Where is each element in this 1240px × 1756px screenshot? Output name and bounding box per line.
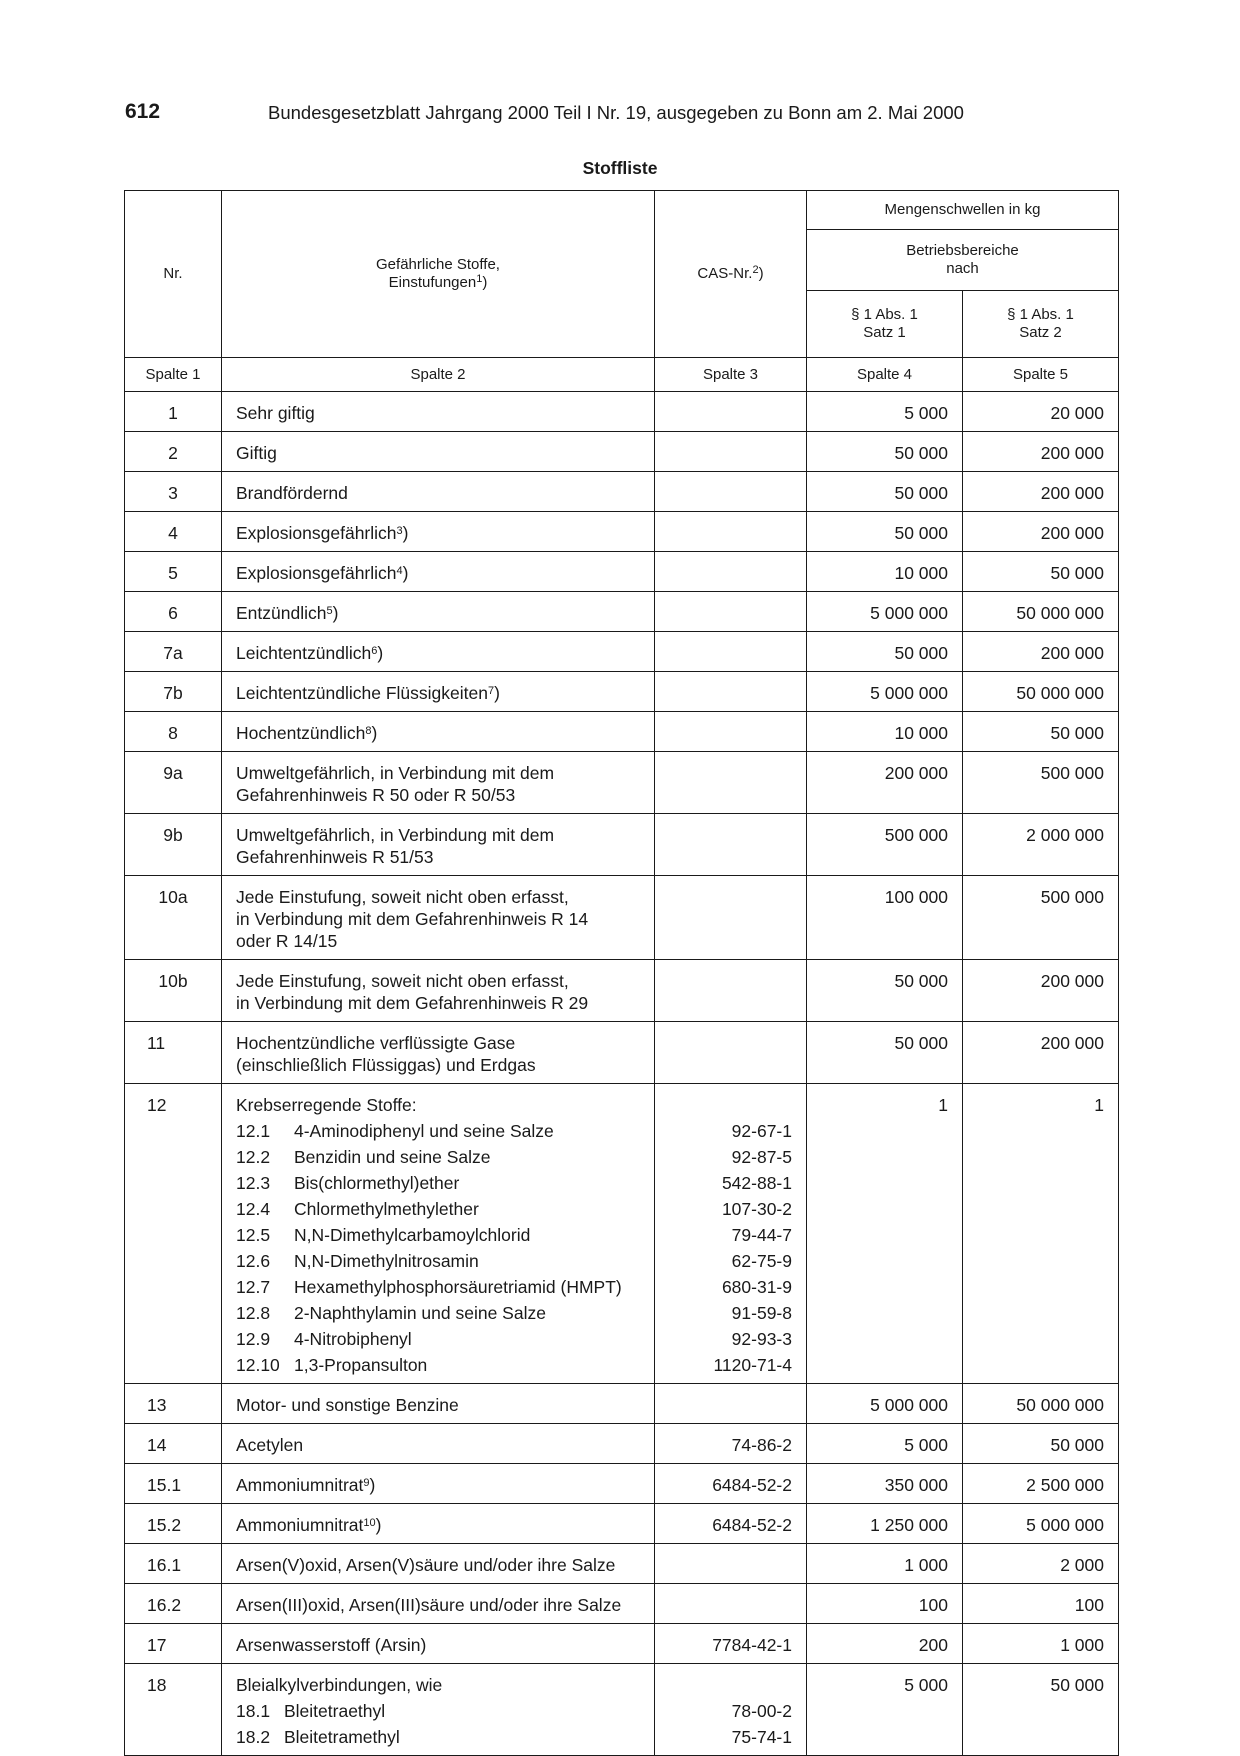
footnote-ref: 6 [371,645,378,657]
cell-nr: 7b [125,672,222,712]
header-stoffe: Gefährliche Stoffe, Einstufungen$^1$) [222,191,655,358]
cell-substance [222,472,655,512]
sub-substance-number: 12.10 [236,1355,280,1375]
cell-nr: 1 [125,392,222,432]
cell-threshold-col4: 5 000 [807,1664,963,1756]
sub-substance [236,1168,648,1194]
footnote-ref: 2 [752,264,759,276]
substance-line: Gefahrenhinweis R 50 oder R 50/53 [236,785,516,805]
cell-cas [655,752,807,814]
substance-name: Giftig [236,443,277,463]
cell-cas: 6484-52-2 [655,1464,807,1504]
cell-threshold-col5: 200 000 [963,960,1119,1022]
header-cas: CAS-Nr.$^2$) [655,191,807,358]
header-col4-line2: Satz 1 [863,324,906,341]
sub-substance-number: 12.3 [236,1173,271,1193]
footnote-ref: 3 [396,525,403,537]
cell-threshold-col4: 5 000 [807,1424,963,1464]
cas-number: 91-59-8 [731,1303,792,1323]
substance-name: Ammoniumnitrat [236,1515,364,1535]
table-row [125,1664,1119,1756]
cell-substance: Ammoniumnitrat$^{10}$) [222,1504,655,1544]
substance-line: Umweltgefährlich, in Verbindung mit dem [236,825,555,845]
cas-number: 92-93-3 [731,1329,792,1349]
sub-substance-number: 12.7 [236,1277,271,1297]
cell-substance [222,392,655,432]
footnote-ref: 7 [487,685,495,697]
cell-substance [222,1624,655,1664]
sub-substance-name: 1,3-Propansulton [294,1355,428,1375]
cell-substance [222,1584,655,1624]
table-row [125,472,1119,512]
cas-number: 79-44-7 [731,1225,792,1245]
sub-substance [236,1350,648,1376]
cas-number: 75-74-1 [731,1727,792,1747]
cell-nr: 16.1 [125,1544,222,1584]
cell-nr: 2 [125,432,222,472]
cell-substance: Leichtentzündlich$^6$) [222,632,655,672]
table-row [125,632,1119,672]
cas-number: 680-31-9 [721,1277,792,1297]
cas-number: 1120-71-4 [713,1355,792,1375]
sub-substance-name: Benzidin und seine Salze [294,1147,491,1167]
cell-cas [655,1022,807,1084]
cas-number: 62-75-9 [731,1251,792,1271]
header-mengenschwellen: Mengenschwellen in kg [807,191,1119,230]
cell-cas: 7784-42-1 [655,1624,807,1664]
cell-substance: Explosionsgefährlich$^4$) [222,552,655,592]
table-row [125,1624,1119,1664]
substance-line: in Verbindung mit dem Gefahrenhinweis R 14 [236,909,589,929]
cell-cas [655,814,807,876]
cell-nr: 14 [125,1424,222,1464]
sub-substance [236,1722,648,1748]
substance-name: Arsen(III)oxid, Arsen(III)säure und/oder ihre Salze [236,1595,622,1615]
cell-nr: 9b [125,814,222,876]
cell-nr: 9a [125,752,222,814]
cas-number: 542-88-1 [721,1173,792,1193]
cell-threshold-col5: 50 000 000 [963,1384,1119,1424]
table-row [125,512,1119,552]
cell-substance [222,1022,655,1084]
sub-substance-name: N,N-Dimethylcarbamoylchlorid [294,1225,531,1245]
substance-line: Gefahrenhinweis R 51/53 [236,847,434,867]
header-betrieb-line1: Betriebsbereiche [906,242,1019,259]
sub-substance-name: Bleitetramethyl [284,1727,400,1747]
cell-substance [222,1544,655,1584]
sub-substance [236,1220,648,1246]
cell-threshold-col4: 100 000 [807,876,963,960]
table-row [125,592,1119,632]
cell-threshold-col4: 200 [807,1624,963,1664]
cell-nr: 13 [125,1384,222,1424]
spalte-2-label: Spalte 2 [222,358,655,392]
cell-threshold-col5: 2 000 [963,1544,1119,1584]
cell-threshold-col4: 500 000 [807,814,963,876]
substance-line: Jede Einstufung, soweit nicht oben erfasst, [236,971,569,991]
header-betrieb-line2: nach [946,260,979,277]
sub-substance-number: 12.1 [236,1121,271,1141]
cell-threshold-col5: 50 000 [963,552,1119,592]
cell-threshold-col4: 5 000 000 [807,1384,963,1424]
table-row [125,552,1119,592]
substance-line: (einschließlich Flüssiggas) und Erdgas [236,1055,536,1075]
cell-substance [222,876,655,960]
cell-threshold-col4: 50 000 [807,632,963,672]
cell-threshold-col5: 200 000 [963,1022,1119,1084]
table-row [125,712,1119,752]
sub-substance [236,1324,648,1350]
cell-nr: 12 [125,1084,222,1384]
cell-threshold-col5: 500 000 [963,752,1119,814]
cell-threshold-col4: 5 000 000 [807,592,963,632]
substance-name: Ammoniumnitrat [236,1475,364,1495]
cell-nr: 17 [125,1624,222,1664]
cell-cas [655,512,807,552]
cell-cas [655,1384,807,1424]
sub-substance-name: Hexamethylphosphorsäuretriamid (HMPT) [294,1277,622,1297]
header-stoffe-line1: Gefährliche Stoffe, [376,256,500,273]
sub-substance-name: 4-Aminodiphenyl und seine Salze [294,1121,554,1141]
cas-number: 92-67-1 [731,1121,792,1141]
cell-substance [222,752,655,814]
substance-name: Krebserregende Stoffe: [236,1095,417,1115]
cell-cas [655,552,807,592]
cas-number: 78-00-2 [731,1701,792,1721]
cell-threshold-col5: 50 000 000 [963,592,1119,632]
cell-cas [655,960,807,1022]
cell-cas [655,472,807,512]
sub-substance-number: 18.1 [236,1701,271,1721]
table-row [125,1504,1119,1544]
footnote-ref: 1 [476,273,483,285]
cell-threshold-col4: 350 000 [807,1464,963,1504]
sub-substance [236,1272,648,1298]
cell-threshold-col5: 20 000 [963,392,1119,432]
cell-cas [655,672,807,712]
table-body [125,392,1119,1756]
substance-name: Leichtentzündlich [236,643,372,663]
cell-nr: 15.1 [125,1464,222,1504]
table-row [125,392,1119,432]
substance-line: in Verbindung mit dem Gefahrenhinweis R 29 [236,993,589,1013]
substance-name: Entzündlich [236,603,327,623]
footnote-ref: 9 [363,1477,370,1489]
cell-substance: Hochentzündlich$^8$) [222,712,655,752]
cell-nr: 10a [125,876,222,960]
cell-threshold-col4: 50 000 [807,960,963,1022]
substance-name: Acetylen [236,1435,304,1455]
cell-threshold-col5: 1 000 [963,1624,1119,1664]
sub-substance-number: 12.2 [236,1147,271,1167]
cell-threshold-col5: 5 000 000 [963,1504,1119,1544]
footnote-ref: 4 [396,565,403,577]
spalte-1-label: Spalte 1 [125,358,222,392]
cell-threshold-col5: 500 000 [963,876,1119,960]
cell-threshold-col4: 50 000 [807,472,963,512]
table-row [125,1424,1119,1464]
cell-nr: 10b [125,960,222,1022]
cell-nr: 3 [125,472,222,512]
cell-threshold-col5: 50 000 [963,712,1119,752]
footnote-ref: 8 [365,725,372,737]
cell-substance: Explosionsgefährlich$^3$) [222,512,655,552]
table-row [125,1584,1119,1624]
substance-line: Hochentzündliche verflüssigte Gase [236,1033,516,1053]
cell-nr: 16.2 [125,1584,222,1624]
cell-threshold-col4: 5 000 000 [807,672,963,712]
sub-substance-name: Bleitetraethyl [284,1701,386,1721]
table-row [125,1464,1119,1504]
substance-name: Sehr giftig [236,403,315,423]
header-betriebsbereiche [807,230,1119,291]
substance-name: Motor- und sonstige Benzine [236,1395,459,1415]
footnote-ref: 5 [326,605,333,617]
sub-substance [236,1298,648,1324]
table-title: Stoffliste [582,158,658,178]
sub-substance-name: Bis(chlormethyl)ether [294,1173,460,1193]
cell-threshold-col5: 100 [963,1584,1119,1624]
cell-cas [655,592,807,632]
sub-substance [236,1194,648,1220]
cell-threshold-col5: 50 000 [963,1664,1119,1756]
sub-substance-number: 18.2 [236,1727,271,1747]
cell-nr: 5 [125,552,222,592]
substance-name: Explosionsgefährlich [236,523,397,543]
cell-substance [222,1664,655,1756]
sub-substance-number: 12.4 [236,1199,271,1219]
header-col5-line1: § 1 Abs. 1 [1007,306,1074,323]
cell-cas [655,432,807,472]
substance-name: Explosionsgefährlich [236,563,397,583]
sub-substance [236,1696,648,1722]
cell-threshold-col4: 1 [807,1084,963,1384]
cell-threshold-col5: 2 500 000 [963,1464,1119,1504]
cell-threshold-col4: 50 000 [807,1022,963,1084]
table-row [125,752,1119,814]
cell-cas [655,1084,807,1384]
sub-substance-number: 12.8 [236,1303,271,1323]
sub-substance-number: 12.5 [236,1225,271,1245]
cell-cas [655,392,807,432]
header-col4 [807,291,963,358]
cell-threshold-col5: 200 000 [963,632,1119,672]
table-row [125,432,1119,472]
table-row [125,1022,1119,1084]
cell-substance [222,1084,655,1384]
spalte-5-label: Spalte 5 [963,358,1119,392]
table-row [125,1084,1119,1384]
substance-name: Leichtentzündliche Flüssigkeiten [236,683,488,703]
substance-line: Umweltgefährlich, in Verbindung mit dem [236,763,555,783]
cas-number: 92-87-5 [731,1147,792,1167]
substance-name: Arsen(V)oxid, Arsen(V)säure und/oder ihre Salze [236,1555,616,1575]
cell-threshold-col5: 50 000 [963,1424,1119,1464]
cell-threshold-col5: 200 000 [963,472,1119,512]
table-row [125,1384,1119,1424]
substance-name: Hochentzündlich [236,723,366,743]
cell-substance: Leichtentzündliche Flüssigkeiten$^7$) [222,672,655,712]
table-row [125,814,1119,876]
substance-name: Arsenwasserstoff (Arsin) [236,1635,427,1655]
cell-substance: Entzündlich$^5$) [222,592,655,632]
sub-substance [236,1116,648,1142]
cell-cas [655,1584,807,1624]
header-col4-line1: § 1 Abs. 1 [851,306,918,323]
cell-threshold-col4: 1 000 [807,1544,963,1584]
substance-name: Bleialkylverbindungen, wie [236,1675,443,1695]
sub-substance-name: 2-Naphthylamin und seine Salze [294,1303,546,1323]
header-cas-label: CAS-Nr. [697,265,753,282]
cell-threshold-col4: 1 250 000 [807,1504,963,1544]
cell-nr: 7a [125,632,222,672]
running-head: Bundesgesetzblatt Jahrgang 2000 Teil I Nr. 19, ausgegeben zu Bonn am 2. Mai 2000 [268,102,964,123]
sub-substance [236,1142,648,1168]
table-header [125,191,1119,392]
cell-threshold-col4: 10 000 [807,552,963,592]
sub-substance-name: N,N-Dimethylnitrosamin [294,1251,479,1271]
cell-threshold-col4: 10 000 [807,712,963,752]
cell-substance [222,814,655,876]
cell-substance [222,432,655,472]
sub-substance-name: 4-Nitrobiphenyl [294,1329,412,1349]
cas-spacer [655,1674,792,1696]
header-col5 [963,291,1119,358]
cell-threshold-col5: 1 [963,1084,1119,1384]
table-row [125,1544,1119,1584]
substance-line: oder R 14/15 [236,931,338,951]
table-row [125,876,1119,960]
cas-spacer [655,1094,792,1116]
header-stoffe-line2: Einstufungen [388,274,477,291]
spalte-3-label: Spalte 3 [655,358,807,392]
substance-table [124,190,1119,1756]
footnote-ref: 10 [363,1517,376,1529]
cell-threshold-col4: 5 000 [807,392,963,432]
sub-substance [236,1246,648,1272]
cell-nr: 8 [125,712,222,752]
cell-nr: 15.2 [125,1504,222,1544]
cas-number: 107-30-2 [721,1199,792,1219]
page-number: 612 [125,100,161,123]
cell-substance [222,1384,655,1424]
cell-cas [655,1544,807,1584]
substance-line: Jede Einstufung, soweit nicht oben erfasst, [236,887,569,907]
cell-substance [222,960,655,1022]
cell-threshold-col4: 100 [807,1584,963,1624]
cell-threshold-col4: 50 000 [807,432,963,472]
cell-substance: Ammoniumnitrat$^9$) [222,1464,655,1504]
cell-cas [655,876,807,960]
sub-substance-number: 12.9 [236,1329,271,1349]
table-row [125,672,1119,712]
table-row [125,960,1119,1022]
header-nr: Nr. [125,191,222,358]
cell-nr: 18 [125,1664,222,1756]
cell-nr: 11 [125,1022,222,1084]
cell-threshold-col4: 50 000 [807,512,963,552]
cell-cas [655,1664,807,1756]
header-col5-line2: Satz 2 [1019,324,1062,341]
cell-threshold-col4: 200 000 [807,752,963,814]
cell-cas: 74-86-2 [655,1424,807,1464]
cell-substance [222,1424,655,1464]
spalte-4-label: Spalte 4 [807,358,963,392]
cell-nr: 4 [125,512,222,552]
cell-threshold-col5: 50 000 000 [963,672,1119,712]
cell-cas: 6484-52-2 [655,1504,807,1544]
cell-cas [655,632,807,672]
cell-cas [655,712,807,752]
cell-nr: 6 [125,592,222,632]
cell-threshold-col5: 200 000 [963,512,1119,552]
cell-threshold-col5: 200 000 [963,432,1119,472]
sub-substance-name: Chlormethylmethylether [294,1199,479,1219]
sub-substance-number: 12.6 [236,1251,271,1271]
cell-threshold-col5: 2 000 000 [963,814,1119,876]
substance-name: Brandfördernd [236,483,348,503]
